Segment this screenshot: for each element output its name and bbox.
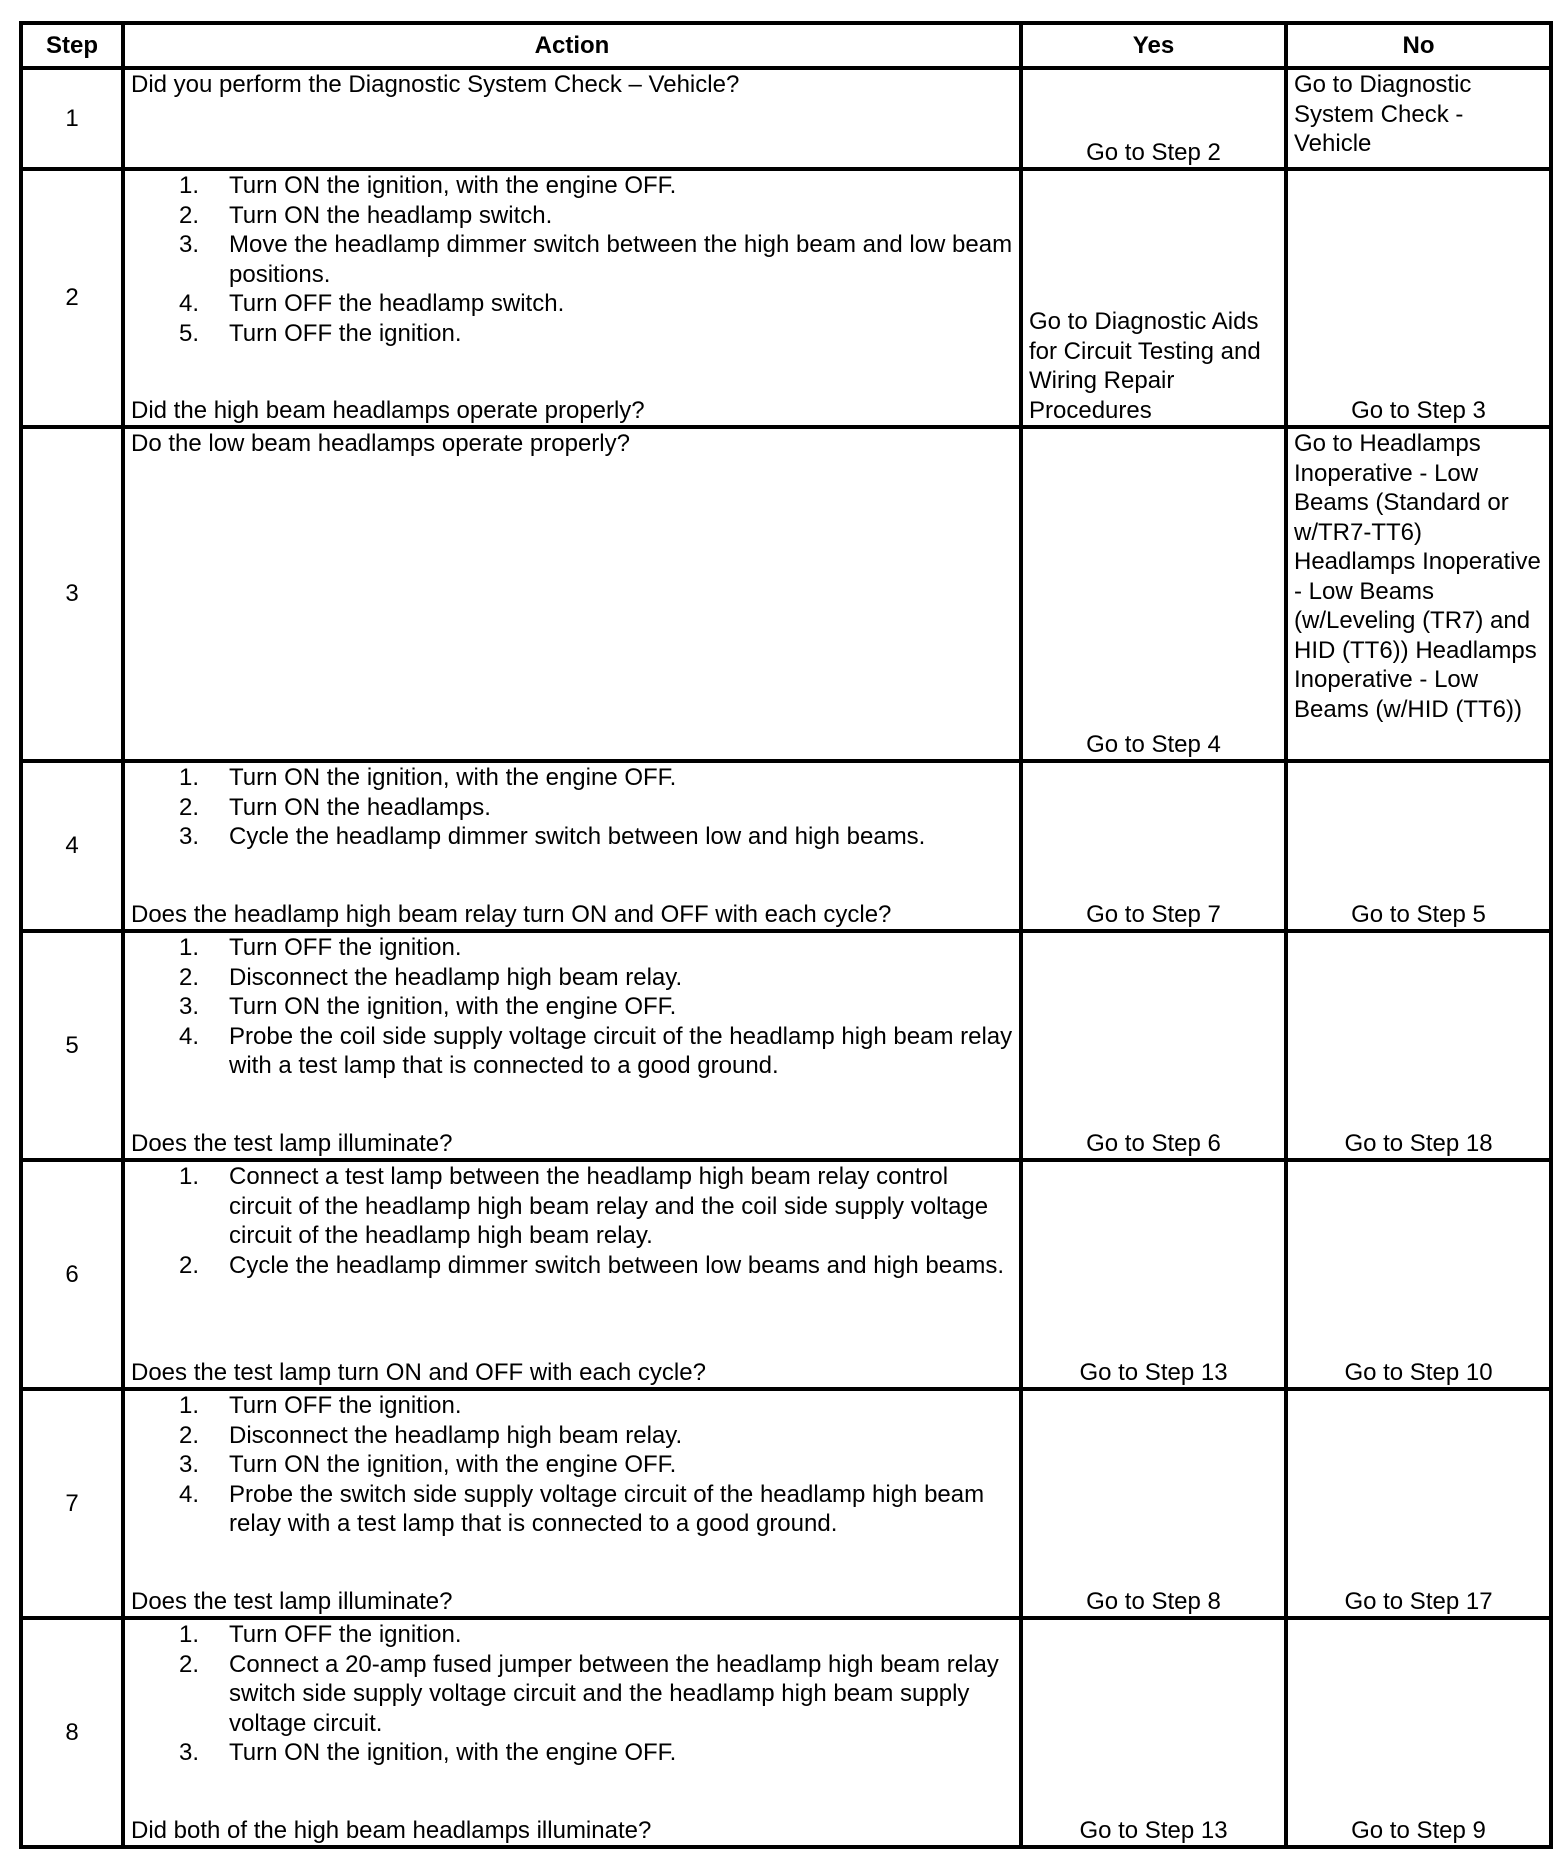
header-yes: Yes bbox=[1021, 23, 1286, 68]
step-number: 6 bbox=[21, 1160, 123, 1389]
list-item: 2. Disconnect the headlamp high beam relay. bbox=[179, 963, 683, 991]
question-text: Did the high beam headlamps operate properly? bbox=[131, 396, 645, 424]
list-item: 3. Turn ON the ignition, with the engine OFF. bbox=[179, 1451, 677, 1478]
table-row bbox=[21, 1389, 1551, 1618]
action-cell bbox=[123, 169, 1021, 427]
table-row bbox=[21, 68, 1551, 169]
yes-action: Go to Step 6 bbox=[1021, 931, 1286, 1160]
list-item: 3. Move the headlamp dimmer switch between the high beam and low beam positions. bbox=[179, 231, 1013, 288]
yes-action: Go to Step 7 bbox=[1021, 761, 1286, 931]
question-text: Did both of the high beam headlamps illuminate? bbox=[131, 1816, 652, 1844]
question-text: Does the test lamp illuminate? bbox=[131, 1587, 453, 1615]
header-no: No bbox=[1286, 23, 1551, 68]
list-item: 4. Probe the coil side supply voltage circuit of the headlamp high beam relay with a test lamp that is connected to a good ground. bbox=[179, 1022, 1013, 1079]
action-steps-list bbox=[131, 1391, 1013, 1539]
list-item: 1. Turn OFF the ignition. bbox=[179, 934, 462, 961]
table-row bbox=[21, 427, 1551, 761]
list-item: 4. Turn OFF the headlamp switch. bbox=[179, 290, 565, 317]
step-number: 3 bbox=[21, 427, 123, 761]
list-item: 1. Turn OFF the ignition. bbox=[179, 1392, 462, 1419]
step-number: 5 bbox=[21, 931, 123, 1160]
step-number: 8 bbox=[21, 1618, 123, 1847]
list-item: 2. Turn ON the headlamp switch. bbox=[179, 201, 553, 229]
question-text: Does the test lamp turn ON and OFF with each cycle? bbox=[131, 1358, 706, 1386]
list-item: 2. Turn ON the headlamps. bbox=[179, 793, 491, 821]
action-cell bbox=[123, 1618, 1021, 1847]
action-cell bbox=[123, 761, 1021, 931]
diagnostic-table bbox=[19, 21, 1553, 1849]
step-number: 2 bbox=[21, 169, 123, 427]
table-row bbox=[21, 1618, 1551, 1847]
action-steps-list bbox=[131, 1620, 1013, 1768]
list-item: 1. Turn OFF the ignition. bbox=[179, 1621, 462, 1648]
no-action: Go to Headlamps Inoperative - Low Beams (Standard or w/TR7-TT6) Headlamps Inoperative - Low Beams (w/Leveling (TR7) and HID (TT6)) Headlamps Inoperative - Low Beams (w/HID (TT6)) bbox=[1286, 427, 1551, 761]
list-item: 2. Connect a 20-amp fused jumper between the headlamp high beam relay switch side supply voltage circuit and the headlamp high beam supply voltage circuit. bbox=[179, 1650, 999, 1737]
table-row bbox=[21, 169, 1551, 427]
table-row bbox=[21, 761, 1551, 931]
list-item: 3. Cycle the headlamp dimmer switch between low and high beams. bbox=[179, 823, 926, 850]
list-item: 5. Turn OFF the ignition. bbox=[179, 319, 462, 347]
no-action: Go to Diagnostic System Check - Vehicle bbox=[1286, 68, 1551, 169]
list-item: 1. Connect a test lamp between the headlamp high beam relay control circuit of the headlamp high beam relay and the coil side supply voltage circuit of the headlamp high beam relay. bbox=[179, 1163, 989, 1249]
yes-action: Go to Step 8 bbox=[1021, 1389, 1286, 1618]
step-number: 1 bbox=[21, 68, 123, 169]
action-steps-list bbox=[131, 763, 1013, 852]
list-item: 1. Turn ON the ignition, with the engine OFF. bbox=[179, 172, 677, 199]
yes-action: Go to Step 13 bbox=[1021, 1160, 1286, 1389]
yes-action: Go to Diagnostic Aids for Circuit Testing and Wiring Repair Procedures bbox=[1021, 169, 1286, 427]
no-action: Go to Step 18 bbox=[1286, 931, 1551, 1160]
list-item: 3. Turn ON the ignition, with the engine OFF. bbox=[179, 993, 677, 1020]
no-action: Go to Step 5 bbox=[1286, 761, 1551, 931]
question-text: Did you perform the Diagnostic System Check – Vehicle? bbox=[131, 71, 740, 98]
action-steps-list bbox=[131, 933, 1013, 1081]
header-step: Step bbox=[21, 23, 123, 68]
yes-action: Go to Step 2 bbox=[1021, 68, 1286, 169]
action-cell bbox=[123, 1389, 1021, 1618]
action-cell bbox=[123, 931, 1021, 1160]
step-number: 7 bbox=[21, 1389, 123, 1618]
header-action: Action bbox=[123, 23, 1021, 68]
step-number: 4 bbox=[21, 761, 123, 931]
header-row bbox=[21, 23, 1551, 68]
list-item: 3. Turn ON the ignition, with the engine OFF. bbox=[179, 1739, 677, 1766]
action-cell bbox=[123, 1160, 1021, 1389]
action-steps-list bbox=[131, 171, 1013, 348]
action-cell bbox=[123, 68, 1021, 169]
table-row bbox=[21, 931, 1551, 1160]
yes-action: Go to Step 13 bbox=[1021, 1618, 1286, 1847]
list-item: 4. Probe the switch side supply voltage circuit of the headlamp high beam relay with a test lamp that is connected to a good ground. bbox=[179, 1480, 985, 1537]
table-row bbox=[21, 1160, 1551, 1389]
action-steps-list bbox=[131, 1162, 1013, 1280]
list-item: 2. Cycle the headlamp dimmer switch between low beams and high beams. bbox=[179, 1251, 1005, 1279]
no-action: Go to Step 3 bbox=[1286, 169, 1551, 427]
list-item: 2. Disconnect the headlamp high beam relay. bbox=[179, 1421, 683, 1449]
no-action: Go to Step 9 bbox=[1286, 1618, 1551, 1847]
question-text: Does the headlamp high beam relay turn ON and OFF with each cycle? bbox=[131, 900, 892, 928]
action-cell bbox=[123, 427, 1021, 761]
no-action: Go to Step 10 bbox=[1286, 1160, 1551, 1389]
list-item: 1. Turn ON the ignition, with the engine OFF. bbox=[179, 764, 677, 791]
yes-action: Go to Step 4 bbox=[1021, 427, 1286, 761]
no-action: Go to Step 17 bbox=[1286, 1389, 1551, 1618]
question-text: Does the test lamp illuminate? bbox=[131, 1129, 453, 1157]
question-text: Do the low beam headlamps operate properly? bbox=[131, 430, 630, 457]
